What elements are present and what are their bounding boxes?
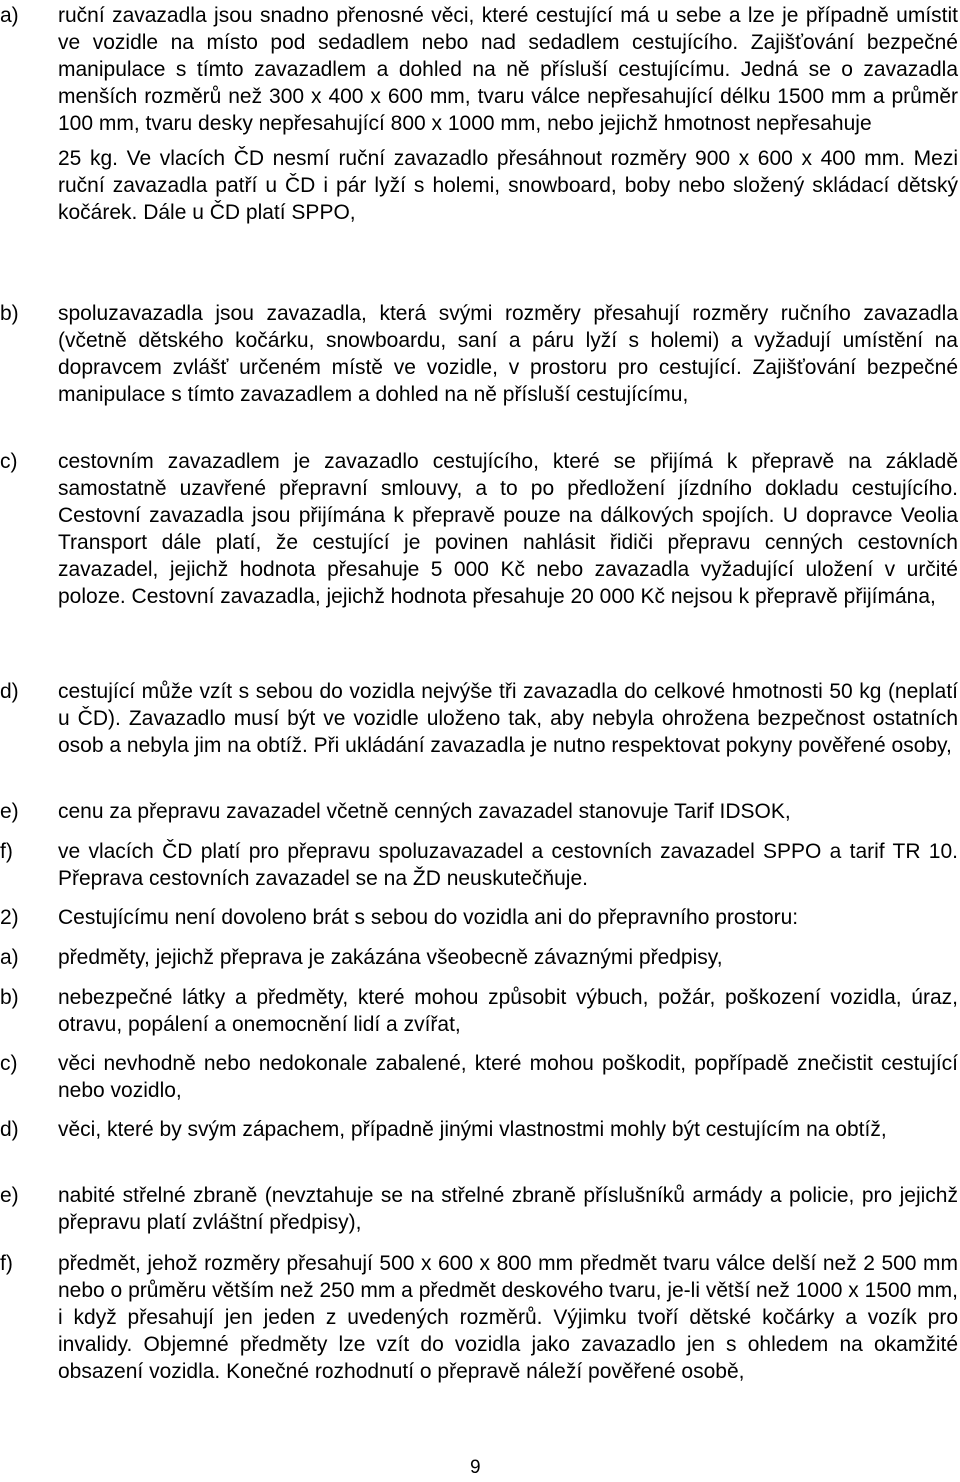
- item-text: cestující může vzít s sebou do vozidla nejvýše tři zavazadla do celkové hmotnosti 50 kg (neplatí u ČD). Zavazadlo musí být ve vozidle uloženo tak, aby nebyla ohrožena bezpečnost ostatních osob a nebyla jim na obtíž. Při ukládání zavazadla je nutno respektovat pokyny pověřené osoby,: [58, 680, 958, 757]
- item-label: e): [0, 800, 19, 823]
- item-text: ve vlacích ČD platí pro přepravu spoluzavazadel a cestovních zavazadel SPPO a tarif TR 10. Přeprava cestovních zavazadel se na ŽD neuskutečňuje.: [58, 840, 958, 890]
- item-text: věci, které by svým zápachem, případně jinými vlastnostmi mohly být cestujícím na obtíž,: [58, 1118, 887, 1141]
- item-label: d): [0, 680, 19, 703]
- item-label: f): [0, 1252, 13, 1275]
- item-text: cestovním zavazadlem je zavazadlo cestujícího, které se přijímá k přepravě na základě samostatně uzavřené přepravní smlouvy, a to po předložení jízdního dokladu cestujícího. Cestovní zavazadla jsou přijímána k přepravě pouze na dálkových spojích. U dopravce Veolia Transport dále platí, že cestující je povinen nahlásit řidiči přepravu cenných cestovních zavazadel, jejichž hodnota přesahuje 5 000 Kč nebo zavazadla vyžadující uložení v určité poloze. Cestovní zavazadla, jejichž hodnota přesahuje 20 000 Kč nejsou k přepravě přijímána,: [58, 450, 958, 608]
- item-text: věci nevhodně nebo nedokonale zabalené, které mohou poškodit, popřípadě znečistit cestující nebo vozidlo,: [58, 1052, 958, 1102]
- item-text: předmět, jehož rozměry přesahují 500 x 600 x 800 mm předmět tvaru válce delší než 2 500 mm nebo o průměru větším než 250 mm a předmět deskového tvaru, je-li větší než 1000 x 1500 mm, i když přesahují jen jeden z uvedených rozměrů. Výjimku tvoří dětské kočárky a vozík pro invalidy. Objemné předměty lze vzít do vozidla jako zavazadlo jen s ohledem na okamžité obsazení vozidla. Konečné rozhodnutí o přepravě náleží pověřené osobě,: [58, 1252, 958, 1383]
- section-number: 2): [0, 906, 19, 929]
- item-label: e): [0, 1184, 19, 1207]
- item-paragraph: ruční zavazadla jsou snadno přenosné věci, které cestující má u sebe a lze je případně umístit ve vozidle na místo pod sedadlem nebo nad sedadlem cestujícího. Zajišťování bezpečné manipulace s tímto zavazadlem a dohled na ně přísluší cestujícímu. Jedná se o zavazadla menších rozměrů než 300 x 400 x 600 mm, tvaru válce nepřesahující délku 1500 mm a průměr 100 mm, tvaru desky nepřesahující 800 x 1000 mm, nebo jejichž hmotnost nepřesahuje: [58, 4, 958, 135]
- item-text: nebezpečné látky a předměty, které mohou způsobit výbuch, požár, poškození vozidla, úraz, otravu, popálení a onemocnění lidí a zvířat,: [58, 986, 958, 1036]
- item-label: f): [0, 840, 13, 863]
- item-label: c): [0, 450, 18, 473]
- item-text: cenu za přepravu zavazadel včetně cenných zavazadel stanovuje Tarif IDSOK,: [58, 800, 791, 823]
- item-label: b): [0, 986, 19, 1009]
- item-label: a): [0, 946, 19, 969]
- item-paragraph: 25 kg. Ve vlacích ČD nesmí ruční zavazadlo přesáhnout rozměry 900 x 600 x 400 mm. Mezi ruční zavazadla patří u ČD i pár lyží s holemi, snowboard, boby nebo složený skládací dětský kočárek. Dále u ČD platí SPPO,: [58, 147, 958, 224]
- page-number: 9: [470, 1457, 481, 1478]
- item-label: d): [0, 1118, 19, 1141]
- item-text: předměty, jejichž přeprava je zakázána všeobecně závaznými předpisy,: [58, 946, 723, 969]
- item-label: c): [0, 1052, 18, 1075]
- section-text: Cestujícímu není dovoleno brát s sebou do vozidla ani do přepravního prostoru:: [58, 906, 799, 929]
- item-label: a): [0, 4, 19, 27]
- item-text: [58, 2, 958, 226]
- item-text: nabité střelné zbraně (nevztahuje se na střelné zbraně příslušníků armády a policie, pro jejichž přepravu platí zvláštní předpisy),: [58, 1184, 958, 1234]
- item-text: spoluzavazadla jsou zavazadla, která svými rozměry přesahují rozměry ručního zavazadla (včetně dětského kočárku, snowboardu, saní a páru lyží s holemi) a vyžadují umístění na dopravcem zvlášť určeném místě ve vozidle, v prostoru pro cestující. Zajišťování bezpečné manipulace s tímto zavazadlem a dohled na ně přísluší cestujícímu,: [58, 302, 958, 406]
- item-label: b): [0, 302, 19, 325]
